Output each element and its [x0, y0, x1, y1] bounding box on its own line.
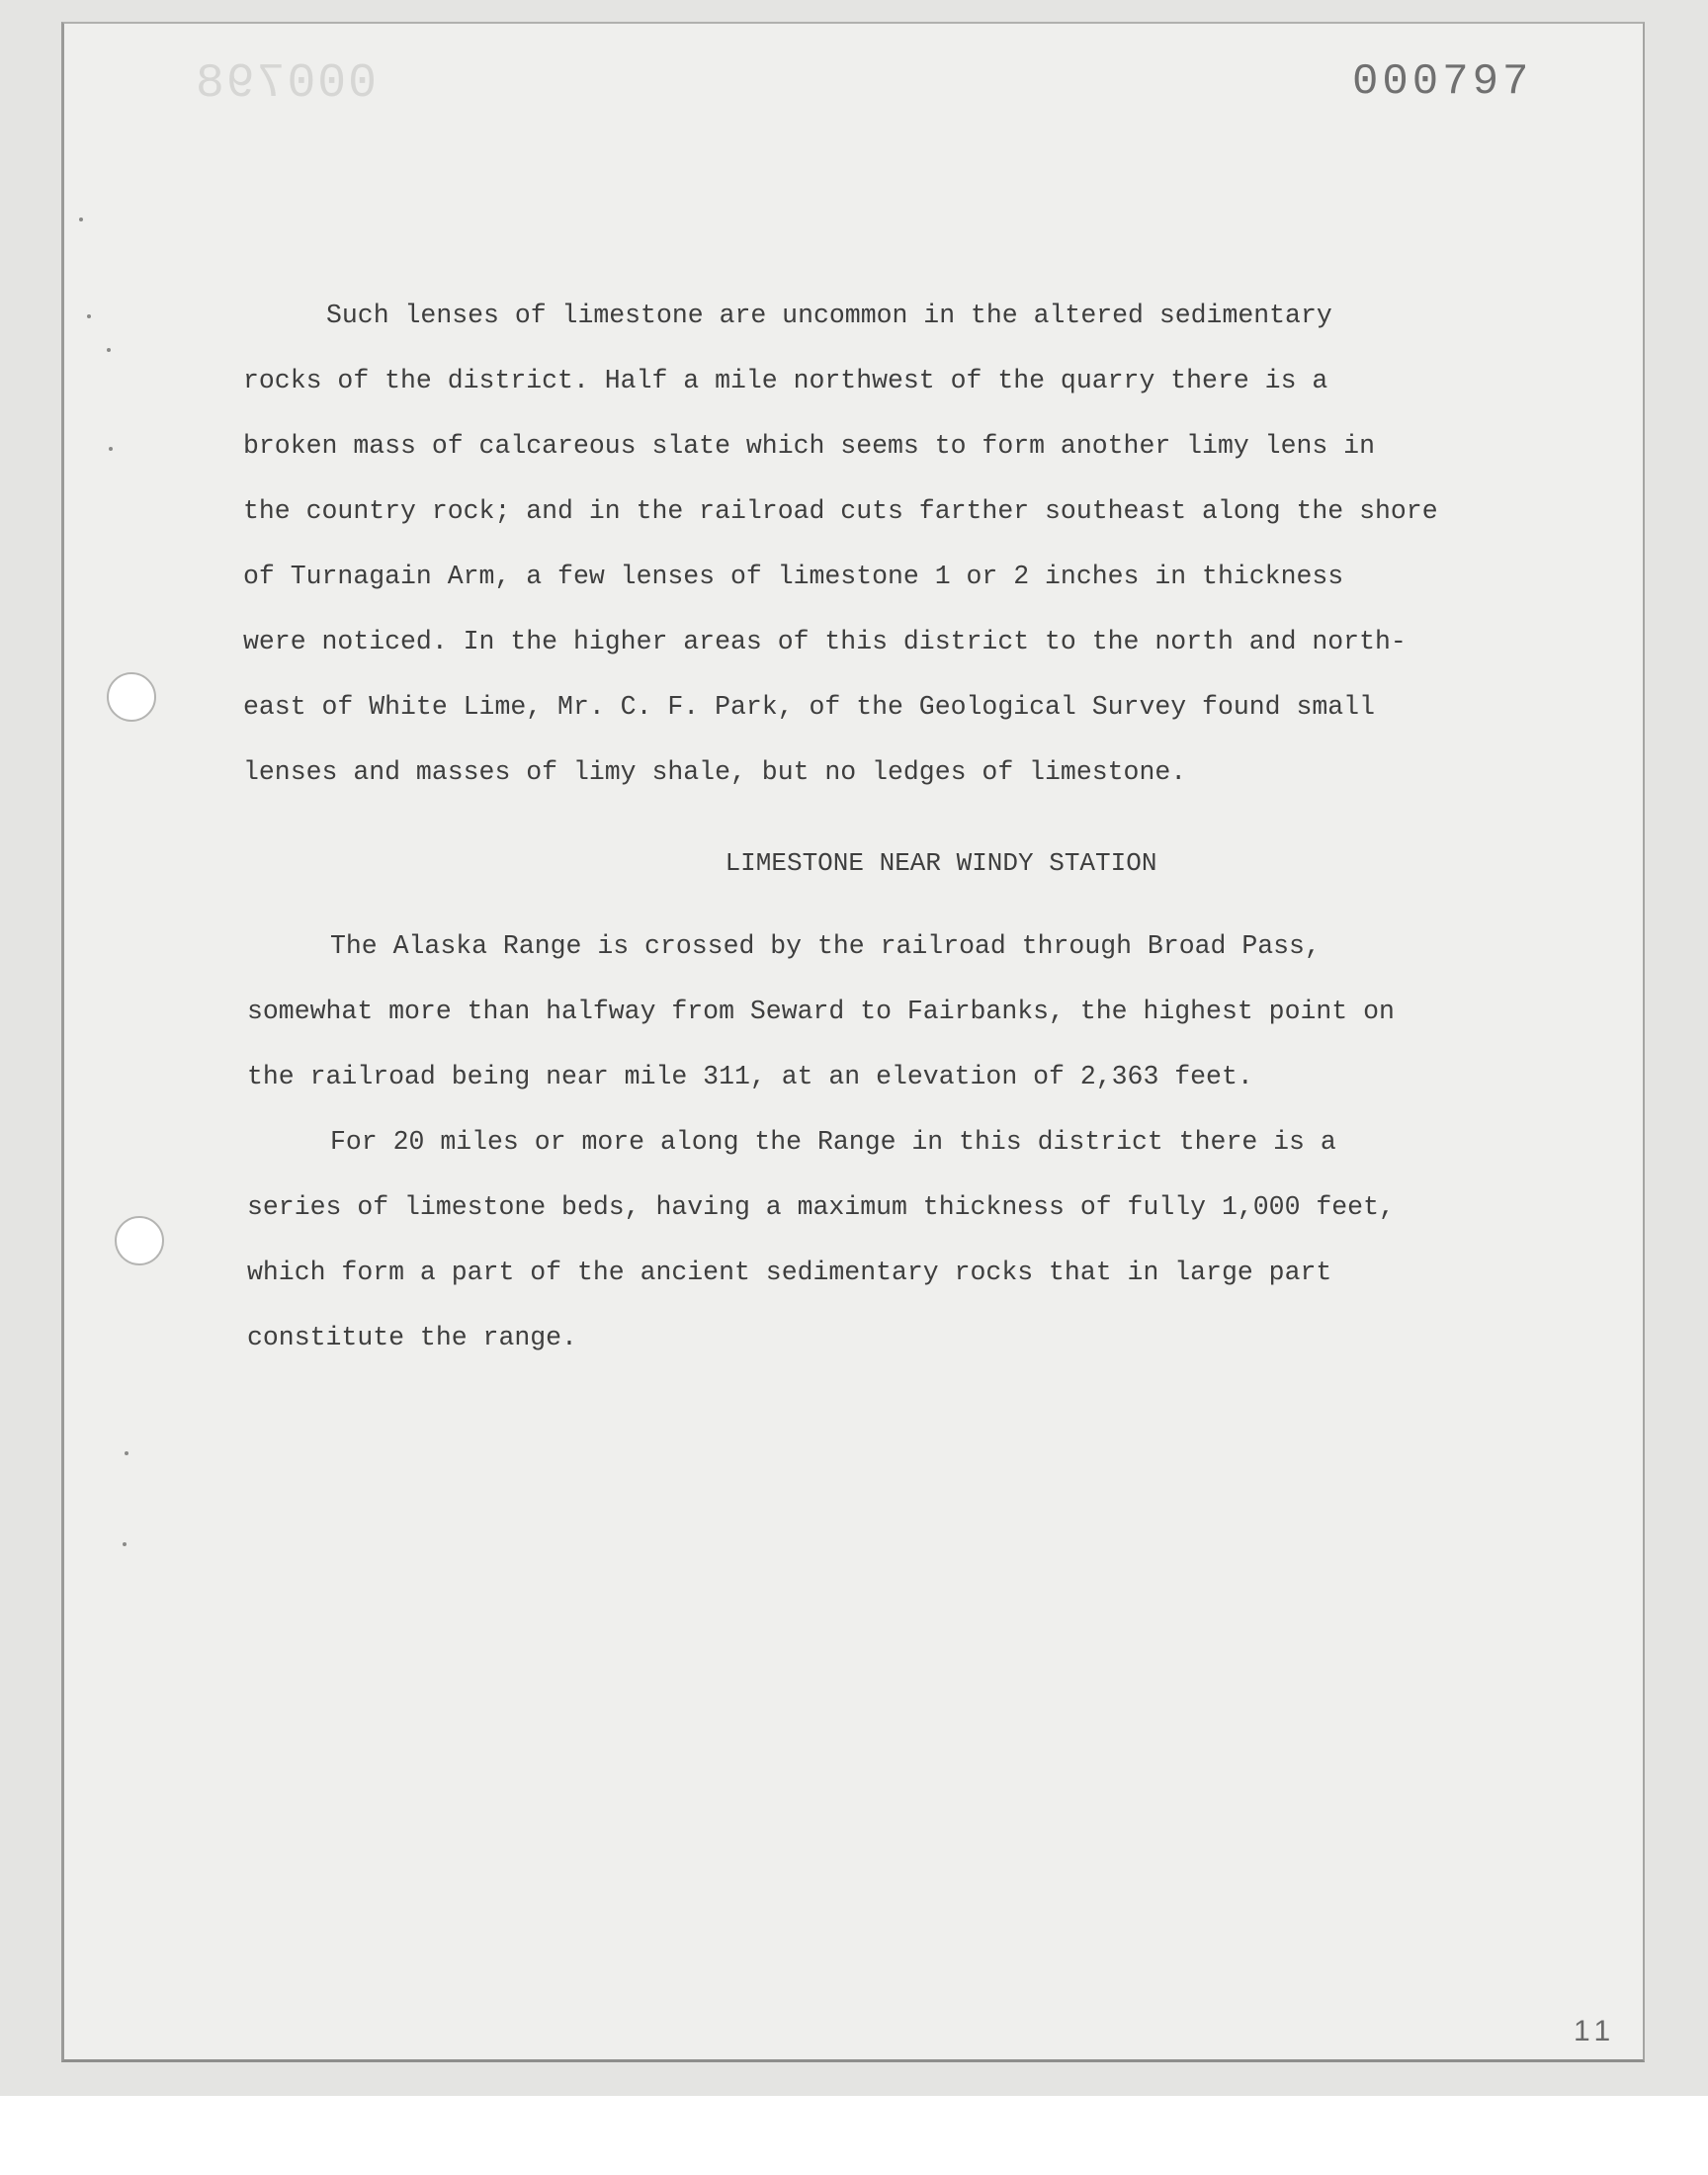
margin-speck — [125, 1451, 128, 1455]
margin-speck — [87, 314, 91, 318]
margin-speck — [109, 447, 113, 451]
paragraph-line: of Turnagain Arm, a few lenses of limestone 1 or 2 inches in thickness — [243, 562, 1344, 591]
paragraph-line: constitute the range. — [247, 1323, 577, 1352]
paragraph-line: the country rock; and in the railroad cuts farther southeast along the shore — [243, 496, 1438, 526]
margin-speck — [79, 218, 83, 221]
paragraph-line: which form a part of the ancient sedimentary rocks that in large part — [247, 1258, 1332, 1287]
paragraph-line: For 20 miles or more along the Range in this district there is a — [330, 1127, 1336, 1157]
section-heading-text: LIMESTONE NEAR WINDY STATION — [725, 848, 1157, 878]
paragraph-line: were noticed. In the higher areas of this district to the north and north- — [243, 627, 1407, 656]
paragraph-limestone-beds — [247, 1109, 1522, 1370]
paragraph-alaska-range — [247, 914, 1522, 1109]
paragraph-line: east of White Lime, Mr. C. F. Park, of the Geological Survey found small — [243, 692, 1375, 722]
paragraph-line: series of limestone beds, having a maximum thickness of fully 1,000 feet, — [247, 1192, 1395, 1222]
handwritten-page-mark: 11 — [1574, 2015, 1617, 2047]
paragraph-line: broken mass of calcareous slate which seems to form another limy lens in — [243, 431, 1375, 461]
bleed-through-number: 000798 — [194, 57, 377, 111]
punch-hole-upper — [107, 672, 156, 722]
document-reference-number: 000797 — [1352, 57, 1533, 107]
margin-speck — [123, 1542, 127, 1546]
punch-hole-lower — [115, 1216, 164, 1265]
paragraph-limestone-lenses — [243, 283, 1518, 805]
paragraph-line: the railroad being near mile 311, at an elevation of 2,363 feet. — [247, 1062, 1253, 1091]
paragraph-line: somewhat more than halfway from Seward to Fairbanks, the highest point on — [247, 997, 1395, 1026]
paragraph-line: rocks of the district. Half a mile northwest of the quarry there is a — [243, 366, 1328, 395]
paragraph-line: The Alaska Range is crossed by the railroad through Broad Pass, — [330, 931, 1321, 961]
paragraph-line: Such lenses of limestone are uncommon in the altered sedimentary — [326, 301, 1332, 330]
paragraph-line: lenses and masses of limy shale, but no ledges of limestone. — [243, 757, 1187, 787]
section-heading — [0, 848, 1708, 878]
margin-speck — [107, 348, 111, 352]
